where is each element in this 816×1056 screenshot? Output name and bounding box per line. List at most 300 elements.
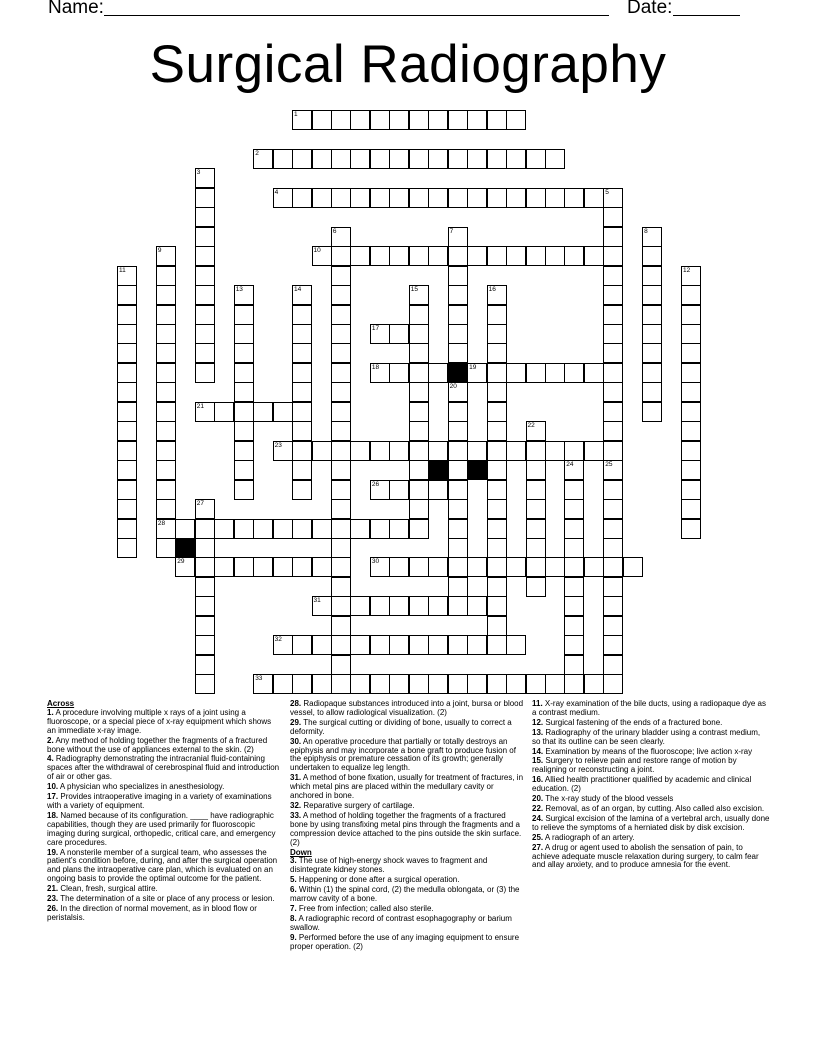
grid-cell[interactable] (603, 460, 623, 480)
grid-cell[interactable] (292, 557, 312, 577)
grid-cell[interactable] (448, 305, 468, 325)
grid-cell[interactable] (564, 441, 584, 461)
grid-cell[interactable] (195, 188, 215, 208)
grid-cell[interactable] (370, 519, 390, 539)
grid-cell[interactable] (448, 343, 468, 363)
grid-cell[interactable] (448, 188, 468, 208)
grid-cell[interactable] (253, 557, 273, 577)
grid-cell[interactable] (117, 460, 137, 480)
grid-cell[interactable] (428, 480, 448, 500)
grid-cell[interactable] (681, 363, 701, 383)
grid-cell[interactable] (409, 460, 429, 480)
grid-cell[interactable] (681, 402, 701, 422)
grid-cell[interactable] (681, 519, 701, 539)
grid-cell[interactable] (156, 246, 176, 266)
grid-cell[interactable] (603, 207, 623, 227)
grid-cell[interactable] (156, 538, 176, 558)
grid-cell[interactable] (312, 110, 332, 130)
grid-cell[interactable] (195, 246, 215, 266)
grid-cell[interactable] (292, 343, 312, 363)
grid-cell[interactable] (409, 285, 429, 305)
grid-cell[interactable] (409, 635, 429, 655)
grid-cell[interactable] (195, 655, 215, 675)
grid-cell[interactable] (331, 382, 351, 402)
grid-cell[interactable] (117, 324, 137, 344)
grid-cell[interactable] (487, 499, 507, 519)
grid-cell[interactable] (564, 635, 584, 655)
grid-cell[interactable] (409, 363, 429, 383)
grid-cell[interactable] (331, 149, 351, 169)
grid-cell[interactable] (448, 266, 468, 286)
grid-cell[interactable] (156, 324, 176, 344)
grid-cell[interactable] (214, 402, 234, 422)
grid-cell[interactable] (526, 188, 546, 208)
grid-cell[interactable] (545, 363, 565, 383)
grid-cell[interactable] (681, 305, 701, 325)
grid-cell[interactable] (526, 149, 546, 169)
grid-cell[interactable] (370, 188, 390, 208)
grid-cell[interactable] (273, 635, 293, 655)
grid-cell[interactable] (428, 674, 448, 694)
grid-cell[interactable] (409, 324, 429, 344)
grid-cell[interactable] (448, 577, 468, 597)
grid-cell[interactable] (487, 596, 507, 616)
grid-cell[interactable] (487, 402, 507, 422)
grid-cell[interactable] (526, 538, 546, 558)
grid-cell[interactable] (681, 382, 701, 402)
grid-cell[interactable] (487, 441, 507, 461)
grid-cell[interactable] (331, 596, 351, 616)
grid-cell[interactable] (545, 674, 565, 694)
grid-cell[interactable] (487, 149, 507, 169)
grid-cell[interactable] (156, 266, 176, 286)
grid-cell[interactable] (331, 635, 351, 655)
grid-cell[interactable] (506, 188, 526, 208)
grid-cell[interactable] (370, 441, 390, 461)
grid-cell[interactable] (292, 519, 312, 539)
grid-cell[interactable] (195, 402, 215, 422)
grid-cell[interactable] (564, 538, 584, 558)
grid-cell[interactable] (117, 519, 137, 539)
grid-cell[interactable] (681, 480, 701, 500)
grid-cell[interactable] (234, 305, 254, 325)
grid-cell[interactable] (331, 480, 351, 500)
grid-cell[interactable] (545, 557, 565, 577)
grid-cell[interactable] (331, 324, 351, 344)
grid-cell[interactable] (603, 538, 623, 558)
grid-cell[interactable] (564, 188, 584, 208)
grid-cell[interactable] (506, 674, 526, 694)
grid-cell[interactable] (487, 519, 507, 539)
grid-cell[interactable] (234, 441, 254, 461)
grid-cell[interactable] (273, 519, 293, 539)
grid-cell[interactable] (195, 499, 215, 519)
grid-cell[interactable] (195, 343, 215, 363)
grid-cell[interactable] (603, 266, 623, 286)
grid-cell[interactable] (584, 363, 604, 383)
grid-cell[interactable] (389, 246, 409, 266)
grid-cell[interactable] (292, 635, 312, 655)
grid-cell[interactable] (195, 635, 215, 655)
grid-cell[interactable] (467, 441, 487, 461)
grid-cell[interactable] (175, 557, 195, 577)
grid-cell[interactable] (312, 246, 332, 266)
grid-cell[interactable] (681, 421, 701, 441)
grid-cell[interactable] (389, 324, 409, 344)
grid-cell[interactable] (253, 674, 273, 694)
grid-cell[interactable] (156, 343, 176, 363)
grid-cell[interactable] (487, 577, 507, 597)
grid-cell[interactable] (564, 480, 584, 500)
grid-cell[interactable] (487, 538, 507, 558)
grid-cell[interactable] (487, 460, 507, 480)
grid-cell[interactable] (584, 674, 604, 694)
grid-cell[interactable] (156, 382, 176, 402)
grid-cell[interactable] (117, 382, 137, 402)
grid-cell[interactable] (312, 188, 332, 208)
grid-cell[interactable] (350, 441, 370, 461)
grid-cell[interactable] (642, 324, 662, 344)
grid-cell[interactable] (389, 635, 409, 655)
grid-cell[interactable] (564, 596, 584, 616)
grid-cell[interactable] (448, 674, 468, 694)
grid-cell[interactable] (370, 635, 390, 655)
grid-cell[interactable] (603, 363, 623, 383)
grid-cell[interactable] (117, 305, 137, 325)
grid-cell[interactable] (448, 149, 468, 169)
grid-cell[interactable] (681, 460, 701, 480)
grid-cell[interactable] (564, 655, 584, 675)
grid-cell[interactable] (564, 557, 584, 577)
grid-cell[interactable] (487, 285, 507, 305)
grid-cell[interactable] (117, 266, 137, 286)
grid-cell[interactable] (428, 596, 448, 616)
grid-cell[interactable] (234, 285, 254, 305)
grid-cell[interactable] (331, 402, 351, 422)
grid-cell[interactable] (195, 266, 215, 286)
grid-cell[interactable] (292, 674, 312, 694)
grid-cell[interactable] (642, 285, 662, 305)
grid-cell[interactable] (526, 441, 546, 461)
grid-cell[interactable] (506, 441, 526, 461)
grid-cell[interactable] (292, 285, 312, 305)
grid-cell[interactable] (428, 635, 448, 655)
grid-cell[interactable] (292, 149, 312, 169)
grid-cell[interactable] (331, 421, 351, 441)
grid-cell[interactable] (642, 266, 662, 286)
grid-cell[interactable] (195, 168, 215, 188)
grid-cell[interactable] (117, 441, 137, 461)
grid-cell[interactable] (448, 227, 468, 247)
grid-cell[interactable] (681, 324, 701, 344)
grid-cell[interactable] (487, 246, 507, 266)
grid-cell[interactable] (487, 363, 507, 383)
grid-cell[interactable] (195, 596, 215, 616)
grid-cell[interactable] (603, 480, 623, 500)
grid-cell[interactable] (487, 188, 507, 208)
grid-cell[interactable] (117, 480, 137, 500)
grid-cell[interactable] (428, 557, 448, 577)
grid-cell[interactable] (331, 557, 351, 577)
grid-cell[interactable] (195, 285, 215, 305)
grid-cell[interactable] (487, 480, 507, 500)
grid-cell[interactable] (603, 324, 623, 344)
grid-cell[interactable] (526, 460, 546, 480)
grid-cell[interactable] (117, 499, 137, 519)
grid-cell[interactable] (603, 499, 623, 519)
grid-cell[interactable] (487, 382, 507, 402)
grid-cell[interactable] (564, 363, 584, 383)
grid-cell[interactable] (234, 382, 254, 402)
grid-cell[interactable] (253, 402, 273, 422)
grid-cell[interactable] (234, 421, 254, 441)
grid-cell[interactable] (117, 363, 137, 383)
grid-cell[interactable] (487, 305, 507, 325)
grid-cell[interactable] (350, 674, 370, 694)
grid-cell[interactable] (292, 305, 312, 325)
grid-cell[interactable] (156, 421, 176, 441)
grid-cell[interactable] (409, 188, 429, 208)
grid-cell[interactable] (642, 305, 662, 325)
grid-cell[interactable] (234, 519, 254, 539)
grid-cell[interactable] (642, 227, 662, 247)
grid-cell[interactable] (603, 343, 623, 363)
grid-cell[interactable] (642, 402, 662, 422)
grid-cell[interactable] (409, 421, 429, 441)
grid-cell[interactable] (117, 402, 137, 422)
grid-cell[interactable] (195, 363, 215, 383)
grid-cell[interactable] (292, 382, 312, 402)
grid-cell[interactable] (564, 616, 584, 636)
grid-cell[interactable] (273, 674, 293, 694)
grid-cell[interactable] (195, 557, 215, 577)
grid-cell[interactable] (564, 460, 584, 480)
grid-cell[interactable] (545, 441, 565, 461)
grid-cell[interactable] (448, 538, 468, 558)
grid-cell[interactable] (156, 402, 176, 422)
grid-cell[interactable] (448, 246, 468, 266)
grid-cell[interactable] (428, 188, 448, 208)
grid-cell[interactable] (273, 557, 293, 577)
grid-cell[interactable] (292, 324, 312, 344)
grid-cell[interactable] (156, 460, 176, 480)
grid-cell[interactable] (564, 499, 584, 519)
grid-cell[interactable] (370, 324, 390, 344)
grid-cell[interactable] (467, 363, 487, 383)
grid-cell[interactable] (526, 421, 546, 441)
grid-cell[interactable] (448, 596, 468, 616)
grid-cell[interactable] (409, 480, 429, 500)
grid-cell[interactable] (273, 188, 293, 208)
grid-cell[interactable] (409, 402, 429, 422)
grid-cell[interactable] (312, 635, 332, 655)
grid-cell[interactable] (428, 246, 448, 266)
grid-cell[interactable] (448, 324, 468, 344)
grid-cell[interactable] (409, 674, 429, 694)
grid-cell[interactable] (331, 110, 351, 130)
grid-cell[interactable] (292, 363, 312, 383)
grid-cell[interactable] (331, 246, 351, 266)
grid-cell[interactable] (681, 343, 701, 363)
grid-cell[interactable] (564, 519, 584, 539)
grid-cell[interactable] (312, 596, 332, 616)
grid-cell[interactable] (428, 441, 448, 461)
grid-cell[interactable] (545, 246, 565, 266)
grid-cell[interactable] (487, 421, 507, 441)
grid-cell[interactable] (584, 557, 604, 577)
grid-cell[interactable] (234, 557, 254, 577)
grid-cell[interactable] (156, 305, 176, 325)
grid-cell[interactable] (292, 402, 312, 422)
grid-cell[interactable] (642, 246, 662, 266)
grid-cell[interactable] (428, 149, 448, 169)
grid-cell[interactable] (448, 635, 468, 655)
grid-cell[interactable] (312, 441, 332, 461)
grid-cell[interactable] (370, 596, 390, 616)
grid-cell[interactable] (234, 363, 254, 383)
grid-cell[interactable] (584, 441, 604, 461)
grid-cell[interactable] (389, 557, 409, 577)
grid-cell[interactable] (603, 421, 623, 441)
grid-cell[interactable] (603, 305, 623, 325)
grid-cell[interactable] (409, 519, 429, 539)
grid-cell[interactable] (331, 343, 351, 363)
grid-cell[interactable] (195, 207, 215, 227)
grid-cell[interactable] (273, 149, 293, 169)
grid-cell[interactable] (214, 557, 234, 577)
grid-cell[interactable] (506, 110, 526, 130)
grid-cell[interactable] (350, 596, 370, 616)
grid-cell[interactable] (584, 246, 604, 266)
grid-cell[interactable] (195, 305, 215, 325)
grid-cell[interactable] (448, 460, 468, 480)
grid-cell[interactable] (448, 519, 468, 539)
grid-cell[interactable] (506, 635, 526, 655)
grid-cell[interactable] (331, 266, 351, 286)
grid-cell[interactable] (681, 285, 701, 305)
grid-cell[interactable] (448, 285, 468, 305)
grid-cell[interactable] (195, 324, 215, 344)
grid-cell[interactable] (526, 480, 546, 500)
grid-cell[interactable] (603, 227, 623, 247)
grid-cell[interactable] (175, 519, 195, 539)
grid-cell[interactable] (331, 577, 351, 597)
grid-cell[interactable] (370, 110, 390, 130)
grid-cell[interactable] (156, 499, 176, 519)
grid-cell[interactable] (331, 499, 351, 519)
grid-cell[interactable] (156, 363, 176, 383)
grid-cell[interactable] (156, 519, 176, 539)
grid-cell[interactable] (234, 324, 254, 344)
grid-cell[interactable] (448, 421, 468, 441)
grid-cell[interactable] (331, 674, 351, 694)
grid-cell[interactable] (370, 149, 390, 169)
grid-cell[interactable] (642, 382, 662, 402)
grid-cell[interactable] (526, 519, 546, 539)
grid-cell[interactable] (681, 499, 701, 519)
grid-cell[interactable] (292, 441, 312, 461)
grid-cell[interactable] (584, 188, 604, 208)
grid-cell[interactable] (448, 441, 468, 461)
grid-cell[interactable] (331, 655, 351, 675)
grid-cell[interactable] (389, 441, 409, 461)
grid-cell[interactable] (467, 246, 487, 266)
grid-cell[interactable] (292, 460, 312, 480)
grid-cell[interactable] (409, 149, 429, 169)
grid-cell[interactable] (448, 480, 468, 500)
grid-cell[interactable] (467, 110, 487, 130)
grid-cell[interactable] (428, 110, 448, 130)
grid-cell[interactable] (253, 149, 273, 169)
grid-cell[interactable] (389, 188, 409, 208)
grid-cell[interactable] (467, 596, 487, 616)
grid-cell[interactable] (526, 246, 546, 266)
grid-cell[interactable] (603, 577, 623, 597)
grid-cell[interactable] (195, 227, 215, 247)
grid-cell[interactable] (292, 480, 312, 500)
grid-cell[interactable] (506, 557, 526, 577)
grid-cell[interactable] (389, 596, 409, 616)
grid-cell[interactable] (467, 188, 487, 208)
grid-cell[interactable] (312, 149, 332, 169)
grid-cell[interactable] (448, 557, 468, 577)
grid-cell[interactable] (603, 402, 623, 422)
grid-cell[interactable] (487, 674, 507, 694)
grid-cell[interactable] (448, 402, 468, 422)
grid-cell[interactable] (487, 635, 507, 655)
grid-cell[interactable] (292, 421, 312, 441)
grid-cell[interactable] (623, 557, 643, 577)
grid-cell[interactable] (117, 343, 137, 363)
grid-cell[interactable] (370, 246, 390, 266)
grid-cell[interactable] (195, 519, 215, 539)
grid-cell[interactable] (234, 402, 254, 422)
grid-cell[interactable] (331, 616, 351, 636)
grid-cell[interactable] (545, 149, 565, 169)
grid-cell[interactable] (331, 188, 351, 208)
grid-cell[interactable] (312, 557, 332, 577)
grid-cell[interactable] (487, 557, 507, 577)
grid-cell[interactable] (506, 363, 526, 383)
grid-cell[interactable] (603, 441, 623, 461)
grid-cell[interactable] (409, 596, 429, 616)
grid-cell[interactable] (370, 674, 390, 694)
grid-cell[interactable] (389, 480, 409, 500)
grid-cell[interactable] (350, 635, 370, 655)
grid-cell[interactable] (273, 441, 293, 461)
grid-cell[interactable] (603, 596, 623, 616)
grid-cell[interactable] (506, 149, 526, 169)
grid-cell[interactable] (350, 149, 370, 169)
grid-cell[interactable] (234, 480, 254, 500)
grid-cell[interactable] (603, 635, 623, 655)
grid-cell[interactable] (603, 655, 623, 675)
grid-cell[interactable] (564, 577, 584, 597)
grid-cell[interactable] (642, 363, 662, 383)
grid-cell[interactable] (603, 188, 623, 208)
grid-cell[interactable] (195, 616, 215, 636)
grid-cell[interactable] (526, 557, 546, 577)
grid-cell[interactable] (487, 110, 507, 130)
grid-cell[interactable] (681, 441, 701, 461)
grid-cell[interactable] (428, 363, 448, 383)
grid-cell[interactable] (253, 519, 273, 539)
grid-cell[interactable] (642, 343, 662, 363)
grid-cell[interactable] (389, 519, 409, 539)
grid-cell[interactable] (350, 188, 370, 208)
grid-cell[interactable] (234, 460, 254, 480)
grid-cell[interactable] (195, 674, 215, 694)
